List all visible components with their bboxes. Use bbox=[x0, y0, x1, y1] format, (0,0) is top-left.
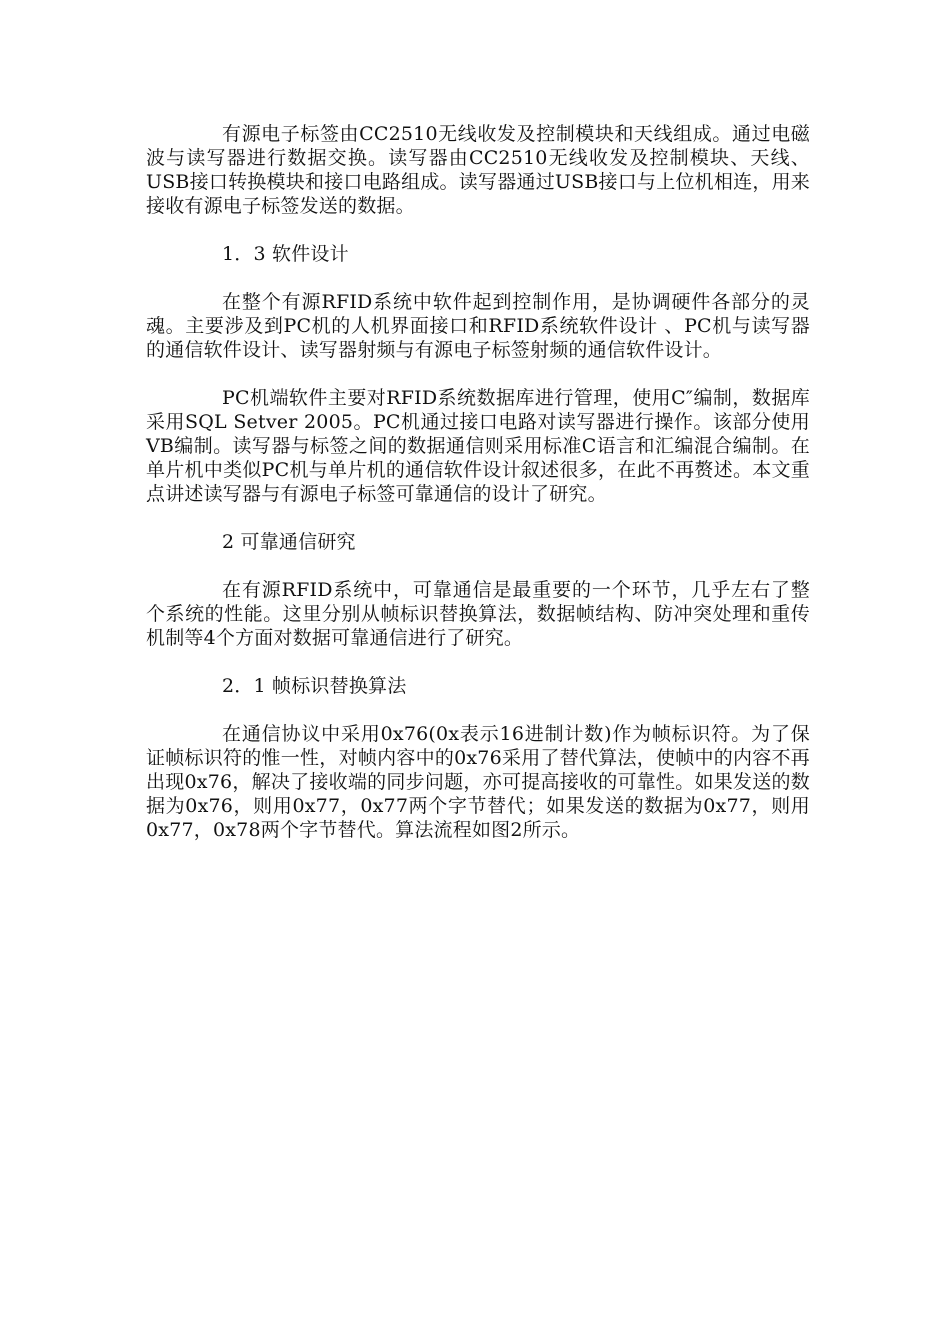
section-heading-2-1: 2．1 帧标识替换算法 bbox=[222, 675, 407, 697]
paragraph-hardware-tag: 有源电子标签由CC2510无线收发及控制模块和天线组成。通过电磁波与读写器进行数据交换。读写器由CC2510无线收发及控制模块、天线、USB接口转换模块和接口电路组成。读写器通过USB接口与上位机相连，用来接收有源电子标签发送的数据。 bbox=[146, 123, 810, 217]
paragraph-reliable-comm: 在有源RFID系统中，可靠通信是最重要的一个环节，几乎左右了整个系统的性能。这里分别从帧标识替换算法，数据帧结构、防冲突处理和重传机制等4个方面对数据可靠通信进行了研究。 bbox=[146, 579, 810, 649]
document-body bbox=[146, 122, 810, 866]
paragraph-pc-software: PC机端软件主要对RFID系统数据库进行管理，使用C″编制，数据库采用SQL Setver 2005。PC机通过接口电路对读写器进行操作。该部分使用VB编制。读写器与标签之间的数据通信则采用标准C语言和汇编混合编制。在单片机中类似PC机与单片机的通信软件设计叙述很多，在此不再赘述。本文重点讲述读写器与有源电子标签可靠通信的设计了研究。 bbox=[146, 387, 810, 505]
paragraph-frame-algorithm: 在通信协议中采用0x76(0x表示16进制计数)作为帧标识符。为了保证帧标识符的惟一性，对帧内容中的0x76采用了替代算法，使帧中的内容不再出现0x76，解决了接收端的同步问题，亦可提高接收的可靠性。如果发送的数据为0x76，则用0x77，0x77两个字节替代；如果发送的数据为0x77，则用0x77，0x78两个字节替代。算法流程如图2所示。 bbox=[146, 723, 810, 841]
section-heading-2: 2 可靠通信研究 bbox=[222, 531, 356, 553]
paragraph-software-overview: 在整个有源RFID系统中软件起到控制作用，是协调硬件各部分的灵魂。主要涉及到PC机的人机界面接口和RFID系统软件设计 、PC机与读写器的通信软件设计、读写器射频与有源电子标签射频的通信软件设计。 bbox=[146, 291, 810, 361]
section-heading-1-3: 1．3 软件设计 bbox=[222, 243, 349, 265]
